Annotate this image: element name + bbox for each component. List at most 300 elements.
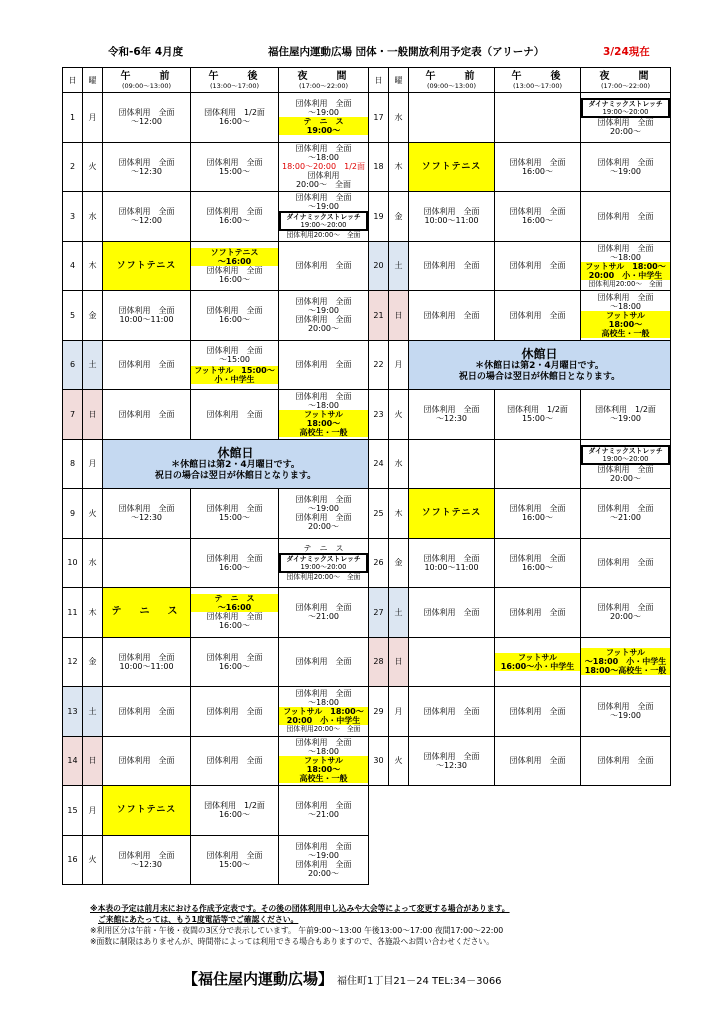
table-row bbox=[369, 93, 671, 143]
afternoon-content bbox=[495, 608, 580, 617]
cell-text: フットサル bbox=[605, 310, 646, 320]
morning-cell bbox=[103, 736, 191, 786]
cell-text: ～12:00 bbox=[130, 216, 163, 226]
night-content bbox=[581, 293, 670, 338]
cell-text: ～19:00 bbox=[307, 108, 340, 118]
cell-text: ～12:00 bbox=[130, 117, 163, 127]
weekday: 月 bbox=[83, 439, 103, 489]
cell-text: ～15:00 bbox=[218, 354, 251, 364]
cell-text: フットサル bbox=[605, 648, 646, 658]
day-number: 11 bbox=[63, 588, 83, 638]
col-afternoon: 午 後 (13:00～17:00) bbox=[495, 68, 581, 93]
cell-text: 20:00～ bbox=[307, 522, 340, 532]
table-row bbox=[369, 439, 671, 489]
night-content bbox=[581, 558, 670, 567]
stretch-box bbox=[581, 98, 670, 118]
cell-text: フットサル 15:00～ bbox=[194, 365, 275, 375]
cell-text: 団体利用 全面 bbox=[423, 553, 480, 563]
weekday: 日 bbox=[83, 736, 103, 786]
day-number: 21 bbox=[369, 291, 389, 341]
table-row bbox=[63, 687, 369, 737]
stretch-box bbox=[581, 445, 670, 465]
day-number: 18 bbox=[369, 142, 389, 192]
table-row bbox=[63, 786, 369, 836]
night-content bbox=[279, 144, 368, 189]
col-day: 日 bbox=[63, 68, 83, 93]
night-part-c bbox=[581, 280, 670, 288]
afternoon-content bbox=[191, 248, 278, 284]
cell-text: 16:00～ bbox=[218, 810, 251, 820]
night-cell bbox=[279, 588, 369, 638]
day-number: 13 bbox=[63, 687, 83, 737]
table-row bbox=[369, 192, 671, 242]
night-cell bbox=[279, 637, 369, 687]
morning-content bbox=[103, 756, 190, 765]
cell-text: テ ニ ス bbox=[303, 544, 344, 554]
cell-text: 団体利用 全面 bbox=[423, 706, 480, 716]
cell-text: 団体利用 全面 bbox=[423, 261, 480, 271]
afternoon-cell bbox=[495, 637, 581, 687]
morning-cell bbox=[409, 489, 495, 539]
weekday: 月 bbox=[83, 93, 103, 143]
cell-text: 団体利用 全面 bbox=[206, 706, 263, 716]
night-cell bbox=[581, 736, 671, 786]
cell-text: ソフトテニス bbox=[116, 805, 177, 816]
night-part-c bbox=[279, 573, 368, 581]
night-part-a bbox=[581, 244, 670, 262]
night-cell bbox=[581, 637, 671, 687]
weekday: 木 bbox=[389, 489, 409, 539]
afternoon-cell bbox=[191, 538, 279, 588]
day-number: 2 bbox=[63, 142, 83, 192]
weekday: 水 bbox=[83, 538, 103, 588]
cell-text: 団体利用 全面 bbox=[295, 144, 352, 154]
cell-text: 18:00～ bbox=[608, 319, 643, 329]
day-number: 3 bbox=[63, 192, 83, 242]
morning-content bbox=[103, 606, 190, 618]
morning-content bbox=[103, 410, 190, 419]
night-cell bbox=[581, 93, 671, 143]
weekday: 水 bbox=[389, 93, 409, 143]
cell-text: ～12:30 bbox=[130, 859, 163, 869]
cell-text: 16:00～ bbox=[218, 562, 251, 572]
afternoon-cell bbox=[495, 241, 581, 291]
night-content bbox=[279, 193, 368, 239]
afternoon-content bbox=[191, 851, 278, 869]
closed-rule: ＊休館日は第2・4月曜日です。 bbox=[475, 360, 604, 371]
cell-text: ～19:00 bbox=[307, 306, 340, 316]
cell-text: 団体利用 全面 bbox=[597, 756, 654, 766]
cell-text: 団体利用 全面 bbox=[509, 706, 566, 716]
morning-content bbox=[103, 360, 190, 369]
table-row bbox=[63, 439, 369, 489]
cell-text: 団体利用 全面 bbox=[295, 261, 352, 271]
cell-text: 10:00～11:00 bbox=[424, 216, 479, 226]
weekday: 木 bbox=[83, 241, 103, 291]
cell-text: ～19:00 bbox=[609, 166, 642, 176]
night-cell bbox=[279, 538, 369, 588]
night-part-c bbox=[279, 860, 368, 878]
cell-text: 団体利用 全面 bbox=[118, 157, 175, 167]
night-content bbox=[279, 261, 368, 270]
afternoon-cell bbox=[495, 93, 581, 143]
afternoon-content bbox=[191, 207, 278, 225]
day-number: 5 bbox=[63, 291, 83, 341]
morning-content bbox=[409, 161, 494, 173]
morning-cell bbox=[409, 142, 495, 192]
facility-address: 福住町1丁目21－24 TEL:34－3066 bbox=[337, 976, 502, 987]
cell-text: 20:00～ bbox=[307, 324, 340, 334]
cell-text: ソフトテニス bbox=[116, 260, 177, 271]
cell-text: 団体利用 全面 bbox=[118, 850, 175, 860]
table-row bbox=[369, 736, 671, 786]
night-part-c bbox=[279, 171, 368, 189]
table-row bbox=[63, 93, 369, 143]
note-1: ※本表の予定は前月末における作成予定表です。その後の団体利用申し込みや大会等によって変更する場合があります。 bbox=[90, 904, 510, 913]
day-number: 27 bbox=[369, 588, 389, 638]
afternoon-content bbox=[495, 756, 580, 765]
cell-text: ～19:00 bbox=[609, 711, 642, 721]
header-row bbox=[63, 68, 369, 93]
cell-text: 16:00～ bbox=[218, 274, 251, 284]
cell-text: 団体利用 全面 bbox=[206, 504, 263, 514]
day-number: 10 bbox=[63, 538, 83, 588]
morning-content bbox=[103, 108, 190, 126]
event-box bbox=[581, 648, 670, 675]
night-cell bbox=[581, 291, 671, 341]
morning-cell bbox=[409, 588, 495, 638]
cell-text: 団体利用 全面 bbox=[206, 553, 263, 563]
cell-text: 団体利用 全面 bbox=[295, 360, 352, 370]
afternoon-sub bbox=[191, 266, 278, 284]
morning-cell bbox=[103, 786, 191, 836]
morning-cell bbox=[409, 439, 495, 489]
night-content bbox=[279, 544, 368, 581]
footer bbox=[183, 968, 502, 989]
morning-cell bbox=[103, 835, 191, 885]
cell-text: テ ニ ス bbox=[111, 606, 182, 618]
night-content bbox=[581, 98, 670, 136]
day-number: 29 bbox=[369, 687, 389, 737]
night-part-a bbox=[279, 544, 368, 553]
event-box bbox=[191, 366, 278, 384]
day-number: 22 bbox=[369, 340, 389, 390]
night-content bbox=[279, 99, 368, 135]
cell-text: 団体利用 全面 bbox=[597, 211, 654, 221]
weekday: 金 bbox=[83, 637, 103, 687]
cell-text: 団体利用 全面 bbox=[509, 310, 566, 320]
closed-title: 休館日 bbox=[217, 445, 254, 460]
cell-text: 20:00 小・中学生 bbox=[588, 270, 663, 280]
cell-text: 16:00～ bbox=[218, 216, 251, 226]
cell-text: 15:00～ bbox=[521, 414, 554, 424]
cell-text: 団体利用 全面 bbox=[295, 859, 352, 869]
morning-cell bbox=[409, 241, 495, 291]
cell-text: 団体利用 全面 bbox=[206, 345, 263, 355]
table-row bbox=[369, 142, 671, 192]
table-row bbox=[369, 390, 671, 440]
afternoon-content bbox=[191, 410, 278, 419]
event-box bbox=[581, 262, 670, 280]
cell-text: 20:00～ 全面 bbox=[295, 180, 352, 190]
night-cell bbox=[581, 588, 671, 638]
afternoon-cell bbox=[191, 291, 279, 341]
cell-text: 団体利用 1/2面 bbox=[204, 108, 265, 118]
morning-cell bbox=[103, 340, 191, 390]
afternoon-cell bbox=[191, 588, 279, 638]
cell-text: 18:00～高校生・一般 bbox=[584, 666, 667, 676]
afternoon-cell bbox=[191, 340, 279, 390]
morning-cell bbox=[409, 538, 495, 588]
night-part-c bbox=[279, 315, 368, 333]
afternoon-content bbox=[495, 405, 580, 423]
col-morning: 午 前 (09:00～13:00) bbox=[103, 68, 191, 93]
morning-content bbox=[103, 158, 190, 176]
event-box bbox=[279, 410, 368, 437]
cell-text: 団体利用 全面 bbox=[118, 108, 175, 118]
header-row bbox=[369, 68, 671, 93]
night-content bbox=[279, 689, 368, 733]
note-4: ※面数に制限はありませんが、時間帯によっては利用できる場合もありますので、各施設へお問い合わせください。 bbox=[90, 937, 495, 946]
col-weekday: 曜 bbox=[83, 68, 103, 93]
cell-text: ～18:00 bbox=[307, 747, 340, 757]
stretch-box bbox=[279, 553, 368, 573]
day-number: 8 bbox=[63, 439, 83, 489]
cell-text: ～21:00 bbox=[307, 612, 340, 622]
col-weekday: 曜 bbox=[389, 68, 409, 93]
night-cell bbox=[279, 241, 369, 291]
cell-text: 団体利用 全面 bbox=[206, 157, 263, 167]
afternoon-cell bbox=[191, 687, 279, 737]
weekday: 日 bbox=[83, 390, 103, 440]
table-row bbox=[369, 489, 671, 539]
afternoon-cell bbox=[495, 142, 581, 192]
night-content bbox=[279, 603, 368, 621]
night-cell bbox=[581, 489, 671, 539]
night-cell bbox=[279, 736, 369, 786]
night-part-a bbox=[279, 99, 368, 117]
cell-text: 18:00～ bbox=[306, 418, 341, 428]
weekday: 月 bbox=[83, 786, 103, 836]
cell-text: ～12:30 bbox=[130, 166, 163, 176]
table-row bbox=[63, 736, 369, 786]
night-content bbox=[581, 445, 670, 483]
cell-text: ～18:00 bbox=[609, 301, 642, 311]
day-number: 28 bbox=[369, 637, 389, 687]
afternoon-cell bbox=[191, 192, 279, 242]
table-row bbox=[63, 390, 369, 440]
morning-cell bbox=[409, 390, 495, 440]
night-part-a bbox=[279, 392, 368, 410]
morning-cell bbox=[409, 192, 495, 242]
closed-day-notice bbox=[103, 439, 369, 489]
cell-text: 団体利用 全面 bbox=[509, 504, 566, 514]
weekday: 火 bbox=[83, 835, 103, 885]
cell-text: ～18:00 bbox=[307, 400, 340, 410]
afternoon-content bbox=[191, 504, 278, 522]
morning-content bbox=[409, 261, 494, 270]
cell-text: 16:00～ bbox=[521, 166, 554, 176]
afternoon-cell bbox=[495, 736, 581, 786]
night-cell bbox=[581, 142, 671, 192]
morning-content bbox=[409, 311, 494, 320]
cell-text: 団体利用 全面 bbox=[118, 409, 175, 419]
table-row bbox=[63, 588, 369, 638]
cell-text: ～12:30 bbox=[435, 414, 468, 424]
cell-text: 団体利用 全面 bbox=[118, 360, 175, 370]
afternoon-content bbox=[191, 108, 278, 126]
night-cell bbox=[279, 835, 369, 885]
table-row bbox=[63, 192, 369, 242]
cell-text: ～18:00 小・中学生 bbox=[584, 657, 667, 667]
morning-content bbox=[103, 260, 190, 272]
afternoon-cell bbox=[191, 241, 279, 291]
cell-text: 20:00～ bbox=[609, 612, 642, 622]
morning-cell bbox=[409, 637, 495, 687]
weekday: 火 bbox=[389, 736, 409, 786]
cell-text: 団体利用 全面 bbox=[295, 801, 352, 811]
night-content bbox=[279, 297, 368, 333]
event-box bbox=[279, 756, 368, 783]
event-box bbox=[495, 653, 580, 671]
night-content bbox=[581, 504, 670, 522]
cell-text: 16:00～ bbox=[218, 315, 251, 325]
table-row bbox=[63, 489, 369, 539]
table-row bbox=[63, 637, 369, 687]
afternoon-content bbox=[191, 306, 278, 324]
cell-text: 団体利用 全面 bbox=[295, 657, 352, 667]
day-number: 15 bbox=[63, 786, 83, 836]
night-cell bbox=[581, 192, 671, 242]
cell-text: 団体利用 全面 bbox=[597, 118, 654, 128]
cell-text: 団体利用 全面 bbox=[509, 756, 566, 766]
afternoon-content bbox=[495, 707, 580, 716]
afternoon-cell bbox=[495, 291, 581, 341]
day-number: 19 bbox=[369, 192, 389, 242]
cell-text: テ ニ ス bbox=[303, 117, 344, 127]
day-number: 7 bbox=[63, 390, 83, 440]
day-number: 25 bbox=[369, 489, 389, 539]
day-number: 26 bbox=[369, 538, 389, 588]
weekday: 金 bbox=[389, 538, 409, 588]
morning-content bbox=[409, 554, 494, 572]
afternoon-cell bbox=[191, 390, 279, 440]
cell-text: 団体利用 1/2面 bbox=[595, 405, 656, 415]
afternoon-content bbox=[191, 158, 278, 176]
cell-text: ～18:00 bbox=[609, 252, 642, 262]
cell-text: 団体利用20:00～ 全面 bbox=[286, 725, 361, 734]
morning-cell bbox=[103, 489, 191, 539]
weekday: 土 bbox=[389, 241, 409, 291]
schedule-table-left bbox=[62, 67, 369, 885]
cell-text: フットサル 18:00～ bbox=[585, 261, 666, 271]
day-number: 16 bbox=[63, 835, 83, 885]
afternoon-content bbox=[191, 346, 278, 384]
day-number: 14 bbox=[63, 736, 83, 786]
cell-text: 19:00～20:00 bbox=[300, 221, 347, 230]
cell-text: 16:00～ bbox=[521, 513, 554, 523]
night-half-court: 18:00～20:00 1/2面 bbox=[282, 162, 365, 172]
night-content bbox=[581, 212, 670, 221]
cell-text: 団体利用 1/2面 bbox=[204, 801, 265, 811]
cell-text: 団体利用 全面 bbox=[509, 157, 566, 167]
cell-text: 団体利用 全面 bbox=[206, 207, 263, 217]
cell-text: 団体利用 全面 bbox=[509, 607, 566, 617]
morning-cell bbox=[103, 390, 191, 440]
morning-content bbox=[409, 207, 494, 225]
cell-text: ～19:00 bbox=[307, 850, 340, 860]
cell-text: 18:00～ bbox=[306, 765, 341, 775]
cell-text: 20:00 小・中学生 bbox=[286, 716, 361, 726]
weekday: 日 bbox=[389, 291, 409, 341]
morning-cell bbox=[103, 291, 191, 341]
cell-text: 団体利用 全面 bbox=[295, 391, 352, 401]
table-row bbox=[63, 538, 369, 588]
cell-text: 団体利用 全面 bbox=[597, 603, 654, 613]
cell-text: ～16:00 bbox=[217, 603, 252, 613]
night-content bbox=[279, 392, 368, 437]
table-row bbox=[369, 637, 671, 687]
cell-text: 団体利用 全面 bbox=[423, 405, 480, 415]
morning-content bbox=[103, 707, 190, 716]
cell-text: 団体利用 全面 bbox=[423, 310, 480, 320]
cell-text: 団体利用 全面 bbox=[118, 652, 175, 662]
morning-content bbox=[103, 804, 190, 816]
cell-text: 団体利用 全面 bbox=[295, 315, 352, 325]
morning-content bbox=[103, 306, 190, 324]
cell-text: 団体利用 全面 bbox=[509, 261, 566, 271]
cell-text: 団体利用 全面 bbox=[295, 513, 352, 523]
afternoon-content bbox=[495, 261, 580, 270]
cell-text: 団体利用 全面 bbox=[597, 702, 654, 712]
cell-text: 19:00～ bbox=[306, 126, 341, 136]
morning-content bbox=[409, 752, 494, 770]
night-content bbox=[581, 158, 670, 176]
afternoon-content bbox=[495, 554, 580, 572]
cell-text: 10:00～11:00 bbox=[424, 562, 479, 572]
table-row bbox=[369, 241, 671, 291]
morning-content bbox=[103, 653, 190, 671]
cell-text: 団体利用 全面 bbox=[206, 756, 263, 766]
weekday: 金 bbox=[83, 291, 103, 341]
afternoon-content bbox=[495, 653, 580, 671]
cell-text: 団体利用 全面 bbox=[118, 706, 175, 716]
table-row bbox=[369, 340, 671, 390]
afternoon-content bbox=[495, 311, 580, 320]
cell-text: 15:00～ bbox=[218, 859, 251, 869]
event-box bbox=[191, 248, 278, 266]
cell-text: 団体利用 全面 bbox=[597, 464, 654, 474]
cell-text: 16:00～ bbox=[218, 621, 251, 631]
cell-text: 20:00～ bbox=[307, 868, 340, 878]
cell-text: 高校生・一般 bbox=[299, 427, 348, 437]
table-row bbox=[63, 835, 369, 885]
cell-text: 団体利用 全面 bbox=[295, 738, 352, 748]
morning-cell bbox=[409, 93, 495, 143]
afternoon-content bbox=[191, 594, 278, 630]
weekday: 水 bbox=[83, 192, 103, 242]
night-part-c bbox=[279, 725, 368, 733]
night-cell bbox=[279, 291, 369, 341]
night-content bbox=[279, 738, 368, 783]
cell-text: ～12:30 bbox=[130, 513, 163, 523]
page-title: 福住屋内運動広場 団体・一般開放利用予定表（アリーナ） bbox=[268, 46, 545, 58]
cell-text: 10:00～11:00 bbox=[119, 315, 174, 325]
weekday: 火 bbox=[83, 142, 103, 192]
afternoon-cell bbox=[495, 192, 581, 242]
afternoon-content bbox=[191, 756, 278, 765]
cell-text: 団体利用 全面 bbox=[206, 652, 263, 662]
